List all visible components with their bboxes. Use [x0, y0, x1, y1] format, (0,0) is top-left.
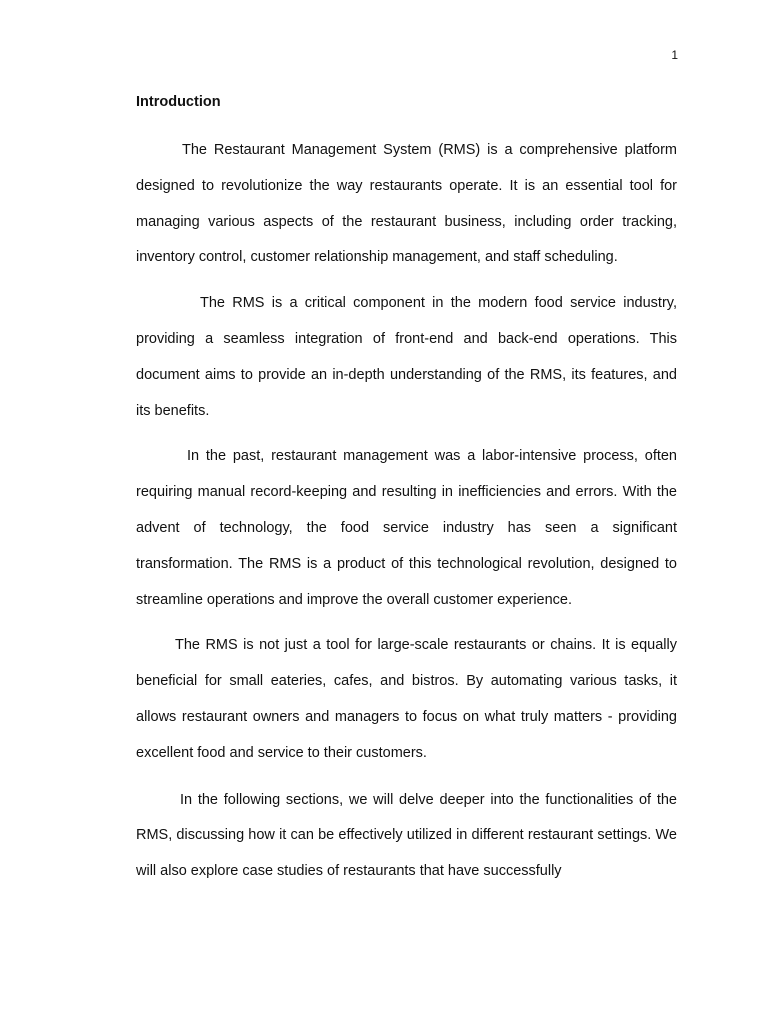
paragraph-1: The Restaurant Management System (RMS) is a comprehensive platform designed to revolutionize the way restaurants operate. It is an essential tool for managing various aspects of the restaurant business, including order tracking, inventory control, customer relationship management, and staff scheduling. [136, 142, 677, 266]
document-body [136, 91, 677, 890]
paragraph-4: The RMS is not just a tool for large-scale restaurants or chains. It is equally beneficial for small eateries, cafes, and bistros. By automating various tasks, it allows restaurant owners and managers to focus on what truly matters - providing excellent food and service to their customers. [136, 637, 677, 761]
paragraph-2: The RMS is a critical component in the modern food service industry, providing a seamless integration of front-end and back-end operations. This document aims to provide an in-depth understanding of the RMS, its features, and its benefits. [136, 295, 677, 419]
page-number: 1 [671, 48, 678, 62]
paragraph-5: In the following sections, we will delve deeper into the functionalities of the RMS, discussing how it can be effectively utilized in different restaurant settings. We will also explore case studies of restaurants that have successfully [136, 791, 677, 880]
paragraph-3: In the past, restaurant management was a labor-intensive process, often requiring manual record-keeping and resulting in inefficiencies and errors. With the advent of technology, the food service industry has seen a significant transformation. The RMS is a product of this technological revolution, designed to streamline operations and improve the overall customer experience. [136, 448, 677, 608]
section-heading: Introduction [136, 94, 221, 110]
